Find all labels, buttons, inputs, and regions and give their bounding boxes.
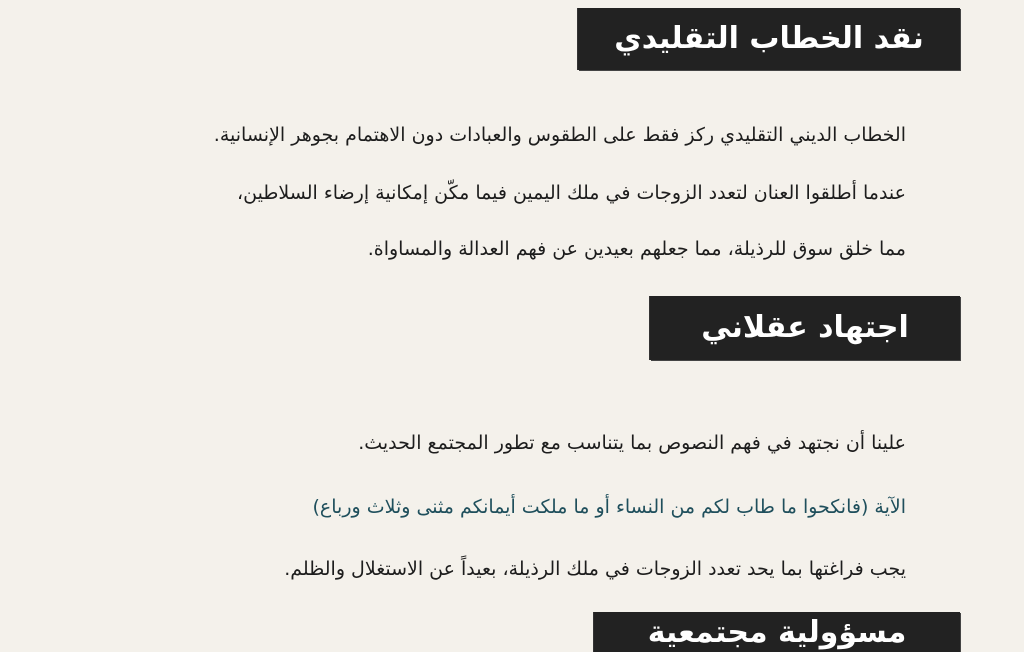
- paragraph-line: الخطاب الديني التقليدي ركز فقط على الطقوس والعبادات دون الاهتمام بجوهر الإنسانية.: [213, 124, 906, 146]
- section-heading-partial: مسؤولية مجتمعية: [594, 612, 960, 652]
- paragraph-line: يجب فراغتها بما يحد تعدد الزوجات في ملك الرذيلة، بعيداً عن الاستغلال والظلم.: [284, 558, 906, 580]
- paragraph-line: علينا أن نجتهد في فهم النصوص بما يتناسب مع تطور المجتمع الحديث.: [358, 432, 906, 454]
- section-heading-rational-ijtihad: اجتهاد عقلاني: [650, 296, 960, 360]
- paragraph-line: عندما أطلقوا العنان لتعدد الزوجات في ملك اليمين فيما مكّن إمكانية إرضاء السلاطين،: [236, 182, 906, 204]
- section-heading-traditional-critique: نقد الخطاب التقليدي: [578, 8, 960, 70]
- paragraph-line: مما خلق سوق للرذيلة، مما جعلهم بعيدين عن فهم العدالة والمساواة.: [367, 238, 906, 260]
- quran-verse-line: الآية (فانكحوا ما طاب لكم من النساء أو ما ملكت أيمانكم مثنى وثلاث ورباع): [312, 496, 906, 518]
